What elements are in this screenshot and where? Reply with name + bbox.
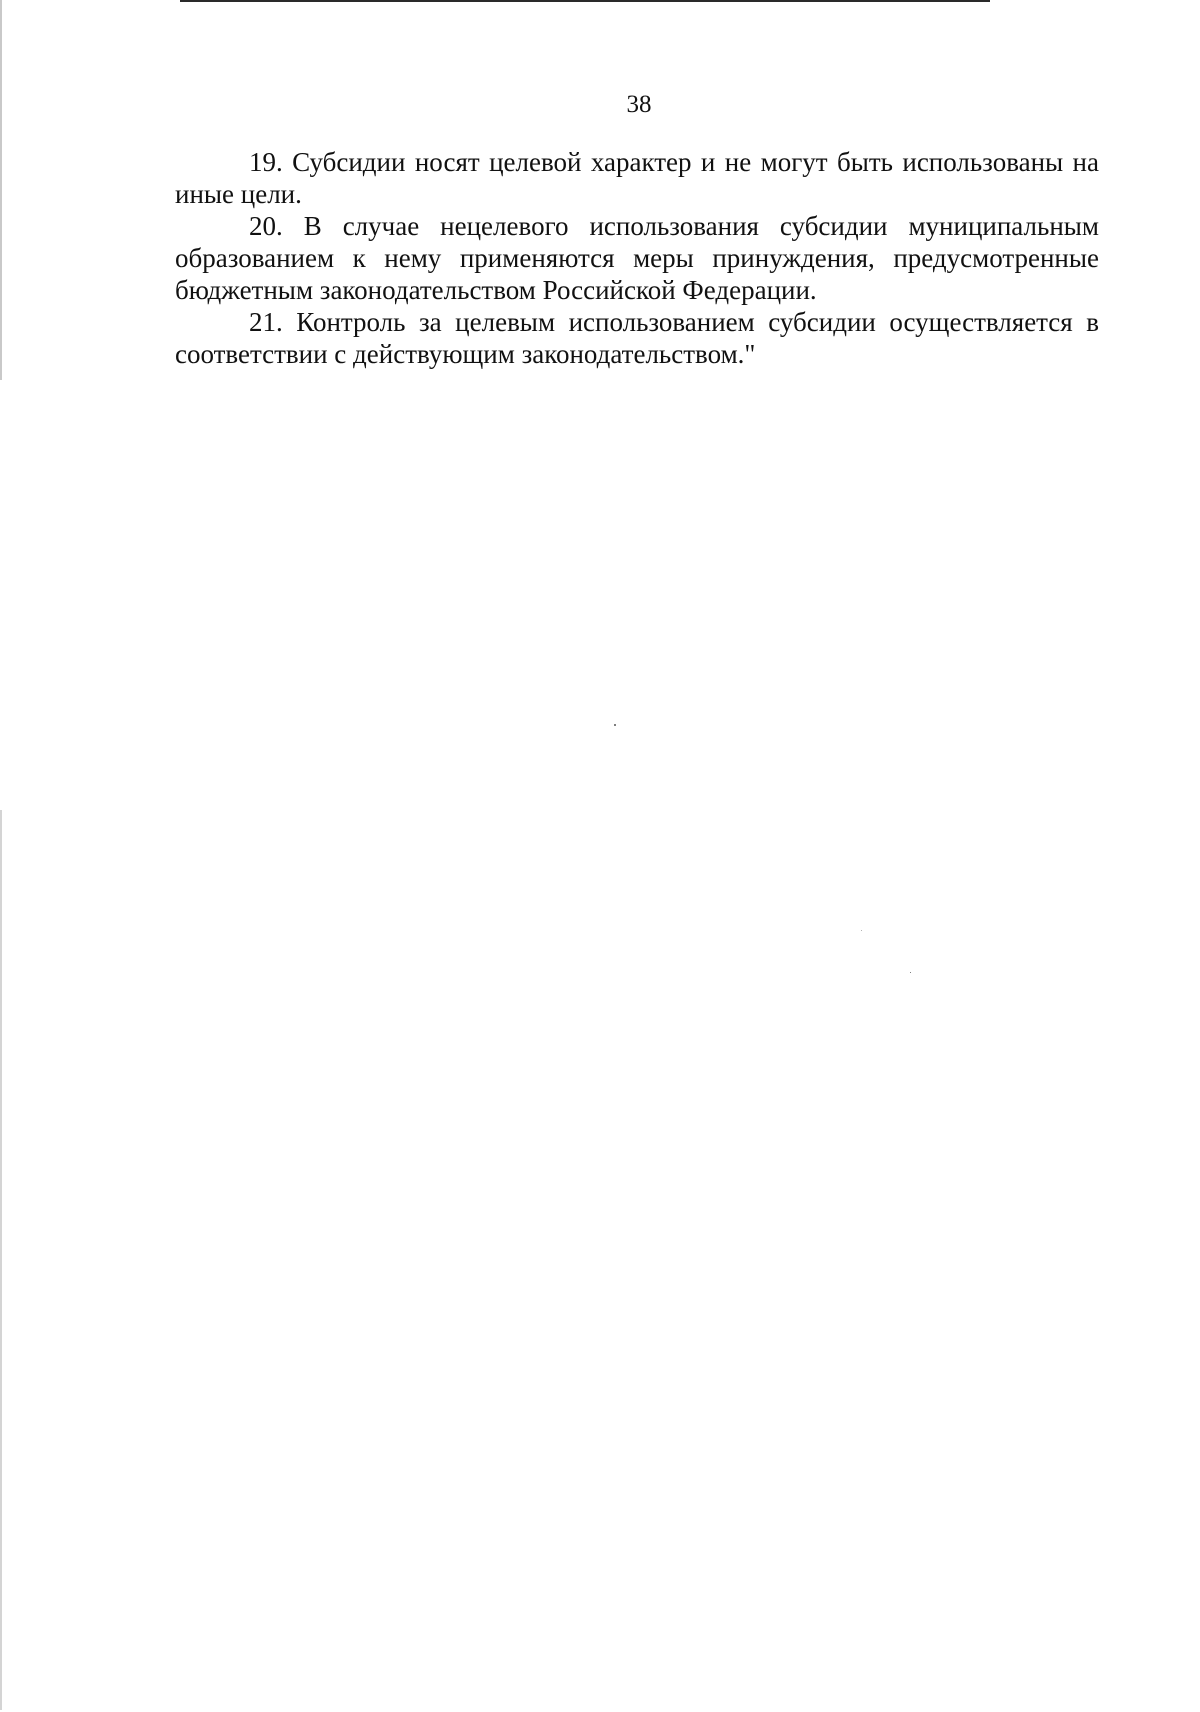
scan-speck xyxy=(910,972,911,973)
scan-speck xyxy=(614,724,616,726)
scan-top-edge xyxy=(180,0,990,2)
scan-speck xyxy=(861,930,862,931)
paragraph-19: 19. Субсидии носят целевой характер и не могут быть использованы на иные цели. xyxy=(175,147,1099,209)
paragraph-20: 20. В случае нецелевого использования субсидии муниципальным образованием к нему применяются меры принуждения, предусмотренные бюджетным законодательством Российской Федерации. xyxy=(175,211,1099,305)
scan-left-edge xyxy=(0,0,2,380)
document-body xyxy=(175,146,1099,370)
page-number: 38 xyxy=(626,91,652,118)
paragraph-21: 21. Контроль за целевым использованием субсидии осуществляется в соответствии с действующим законодательством." xyxy=(175,307,1099,369)
scan-left-edge-lower xyxy=(0,810,2,1710)
